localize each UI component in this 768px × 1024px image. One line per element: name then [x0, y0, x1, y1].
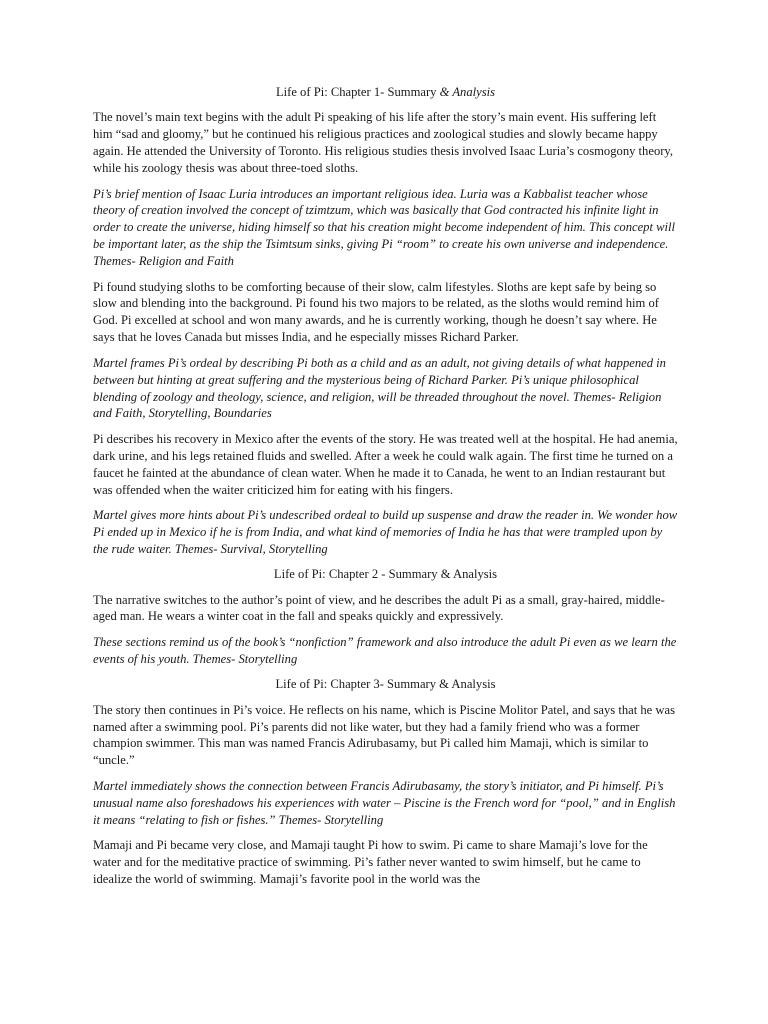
chapter-1-heading-text: Life of Pi: Chapter 1- Summary: [275, 85, 440, 99]
chapter-2-analysis-paragraph: These sections remind us of the book’s “nonfiction” framework and also introduce the adult Pi even as we learn the events of his youth. Themes- Storytelling: [93, 634, 677, 666]
chapter-2-heading: Life of Pi: Chapter 2 - Summary & Analysis: [273, 567, 498, 582]
chapter-1-analysis-paragraph: Pi’s brief mention of Isaac Luria introduces an important religious idea. Luria was a Kabbalist teacher whose theory of creation involved the concept of tzimtzum, which was basically that God contracted his infinite light in order to create the universe, hiding himself so that his creation might become independent of him. This concept will be important later, as the ship the Tsimtsum sinks, giving Pi “room” to create his own universe and independence. Themes- Religion and Faith: [93, 186, 676, 269]
chapter-1-summary-paragraph: Pi describes his recovery in Mexico after the events of the story. He was treated well at the hospital. He had anemia, dark urine, and his legs retained fluids and swelled. After a week he could walk again. The first time he turned on a faucet he fainted at the abundance of clean water. When he made it to Canada, he went to an Indian restaurant but was offended when the waiter criticized him for eating with his fingers.: [93, 431, 678, 497]
chapter-1-summary-paragraph: Pi found studying sloths to be comforting because of their slow, calm lifestyles. Sloths are kept safe by being so slow and blending into the background. Pi found his two majors to be related, as the sloths would remind him of God. Pi excelled at school and won many awards, and he is currently working, though he doesn’t say where. He says that he loves Canada but misses India, and he especially misses Richard Parker.: [93, 279, 659, 345]
chapter-1-analysis-paragraph: Martel frames Pi’s ordeal by describing Pi both as a child and as an adult, not giving details of what happened in between but hinting at great suffering and the mysterious being of Richard Parker. Pi’s unique philosophical blending of zoology and theology, science, and religion, will be threaded throughout the novel. Themes- Religion and Faith, Storytelling, Boundaries: [93, 355, 666, 421]
chapter-2-summary-paragraph: The narrative switches to the author’s point of view, and he describes the adult Pi as a small, gray-haired, middle-aged man. He wears a winter coat in the fall and speaks quickly and expressively.: [93, 592, 665, 624]
chapter-3-summary-paragraph: The story then continues in Pi’s voice. He reflects on his name, which is Piscine Molitor Patel, and says that he was named after a swimming pool. Pi’s parents did not like water, but they had a family friend who was a former champion swimmer. This man was named Francis Adirubasamy, but Pi called him Mamaji, which is similar to “uncle.”: [93, 702, 675, 768]
chapter-1-summary-paragraph: The novel’s main text begins with the adult Pi speaking of his life after the story’s main event. His suffering left him “sad and gloomy,” but he continued his religious practices and zoological studies and slowly became happy again. He attended the University of Toronto. His religious studies thesis involved Isaac Luria’s cosmogony theory, while his zoology thesis was about three-toed sloths.: [93, 110, 674, 176]
chapter-1-analysis-paragraph: Martel gives more hints about Pi’s undescribed ordeal to build up suspense and draw the reader in. We wonder how Pi ended up in Mexico if he is from India, and what kind of memories of India he has that were trampled upon by the rude waiter. Themes- Survival, Storytelling: [93, 507, 678, 556]
chapter-1-heading: [93, 84, 678, 101]
chapter-3-analysis-paragraph: Martel immediately shows the connection between Francis Adirubasamy, the story’s initiator, and Pi himself. Pi’s unusual name also foreshadows his experiences with water – Piscine is the French word for “pool,” and in English it means “relating to fish or fishes.” Themes- Storytelling: [93, 778, 676, 827]
chapter-3-summary-paragraph: Mamaji and Pi became very close, and Mamaji taught Pi how to swim. Pi came to share Mamaji’s love for the water and for the meditative practice of swimming. Pi’s father never wanted to swim himself, but he came to idealize the world of swimming. Mamaji’s favorite pool in the world was the: [93, 837, 648, 886]
chapter-1-heading-italic: & Analysis: [439, 85, 496, 99]
document-page: [93, 84, 678, 896]
chapter-3-heading: Life of Pi: Chapter 3- Summary & Analysis: [275, 677, 496, 692]
